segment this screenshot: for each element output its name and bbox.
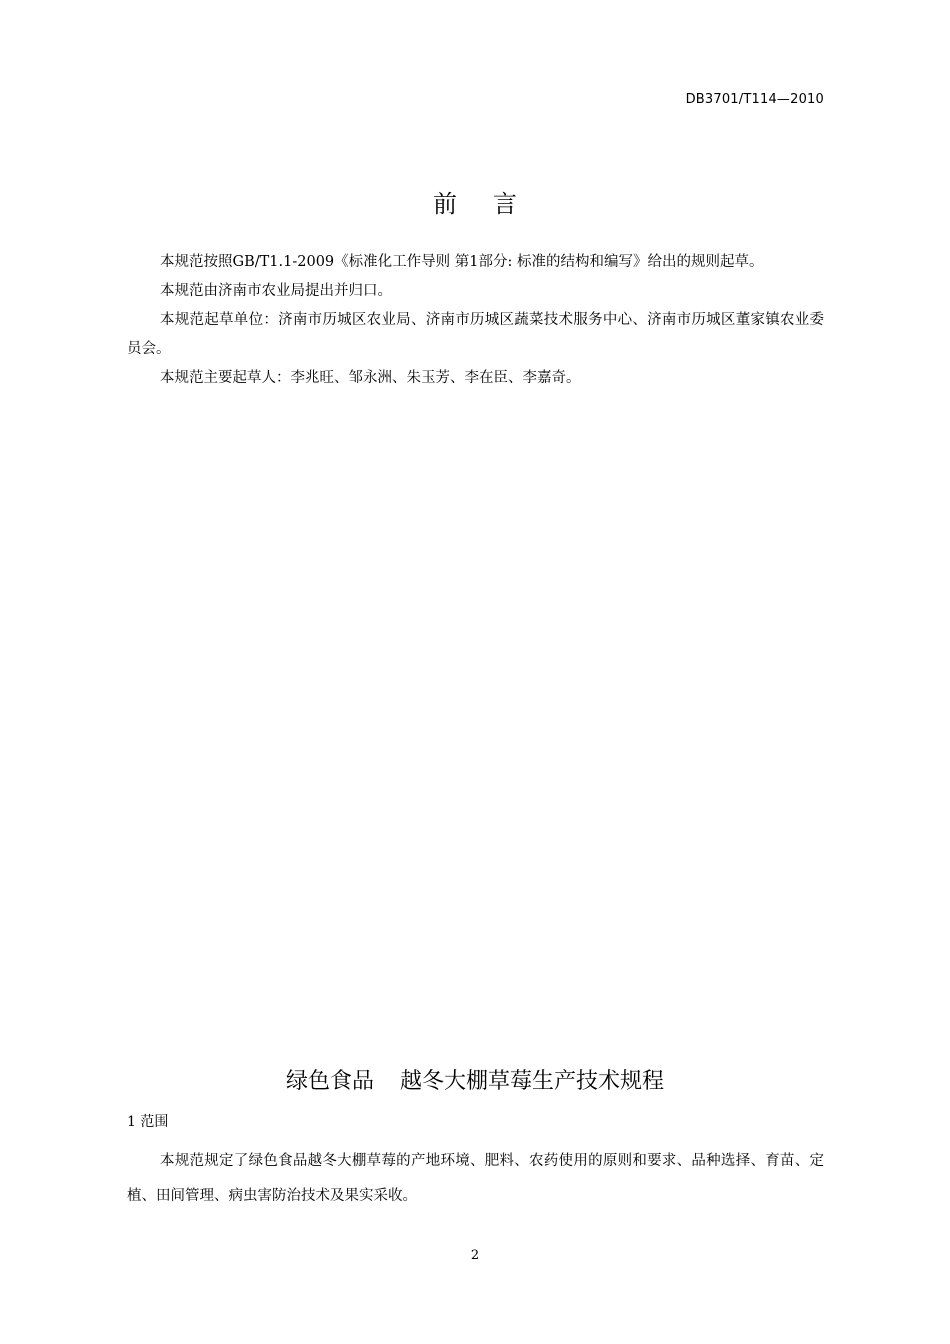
standard-title — [0, 1064, 950, 1095]
section-name: 范围 — [140, 1114, 169, 1130]
foreword-title-char-2: 言 — [493, 190, 517, 218]
foreword-paragraph-drafting-units: 本规范起草单位：济南市历城区农业局、济南市历城区蔬菜技术服务中心、济南市历城区董家镇农业委员会。 — [127, 312, 824, 357]
foreword-paragraph-drafting-rules: 本规范按照GB/T1.1-2009《标准化工作导则 第1部分: 标准的结构和编写》给出的规则起草。 — [160, 254, 764, 270]
foreword-body — [127, 248, 824, 393]
foreword-paragraph-drafters: 本规范主要起草人：李兆旺、邹永洲、朱玉芳、李在臣、李嘉奇。 — [160, 370, 581, 386]
foreword-paragraph-proposer: 本规范由济南市农业局提出并归口。 — [160, 283, 392, 299]
standard-title-category: 绿色食品 — [285, 1069, 374, 1094]
standard-code: DB3701/T114—2010 — [685, 92, 824, 107]
foreword-title — [0, 184, 950, 219]
scope-body — [127, 1144, 824, 1214]
scope-paragraph: 本规范规定了绿色食品越冬大棚草莓的产地环境、肥料、农药使用的原则和要求、品种选择、育苗、定植、田间管理、病虫害防治技术及果实采收。 — [127, 1153, 824, 1204]
standard-title-subject: 越冬大棚草莓生产技术规程 — [400, 1069, 665, 1094]
section-heading-scope — [127, 1111, 168, 1131]
page-number: 2 — [470, 1248, 480, 1263]
foreword-title-char-1: 前 — [433, 190, 457, 218]
section-number: 1 — [127, 1114, 136, 1130]
